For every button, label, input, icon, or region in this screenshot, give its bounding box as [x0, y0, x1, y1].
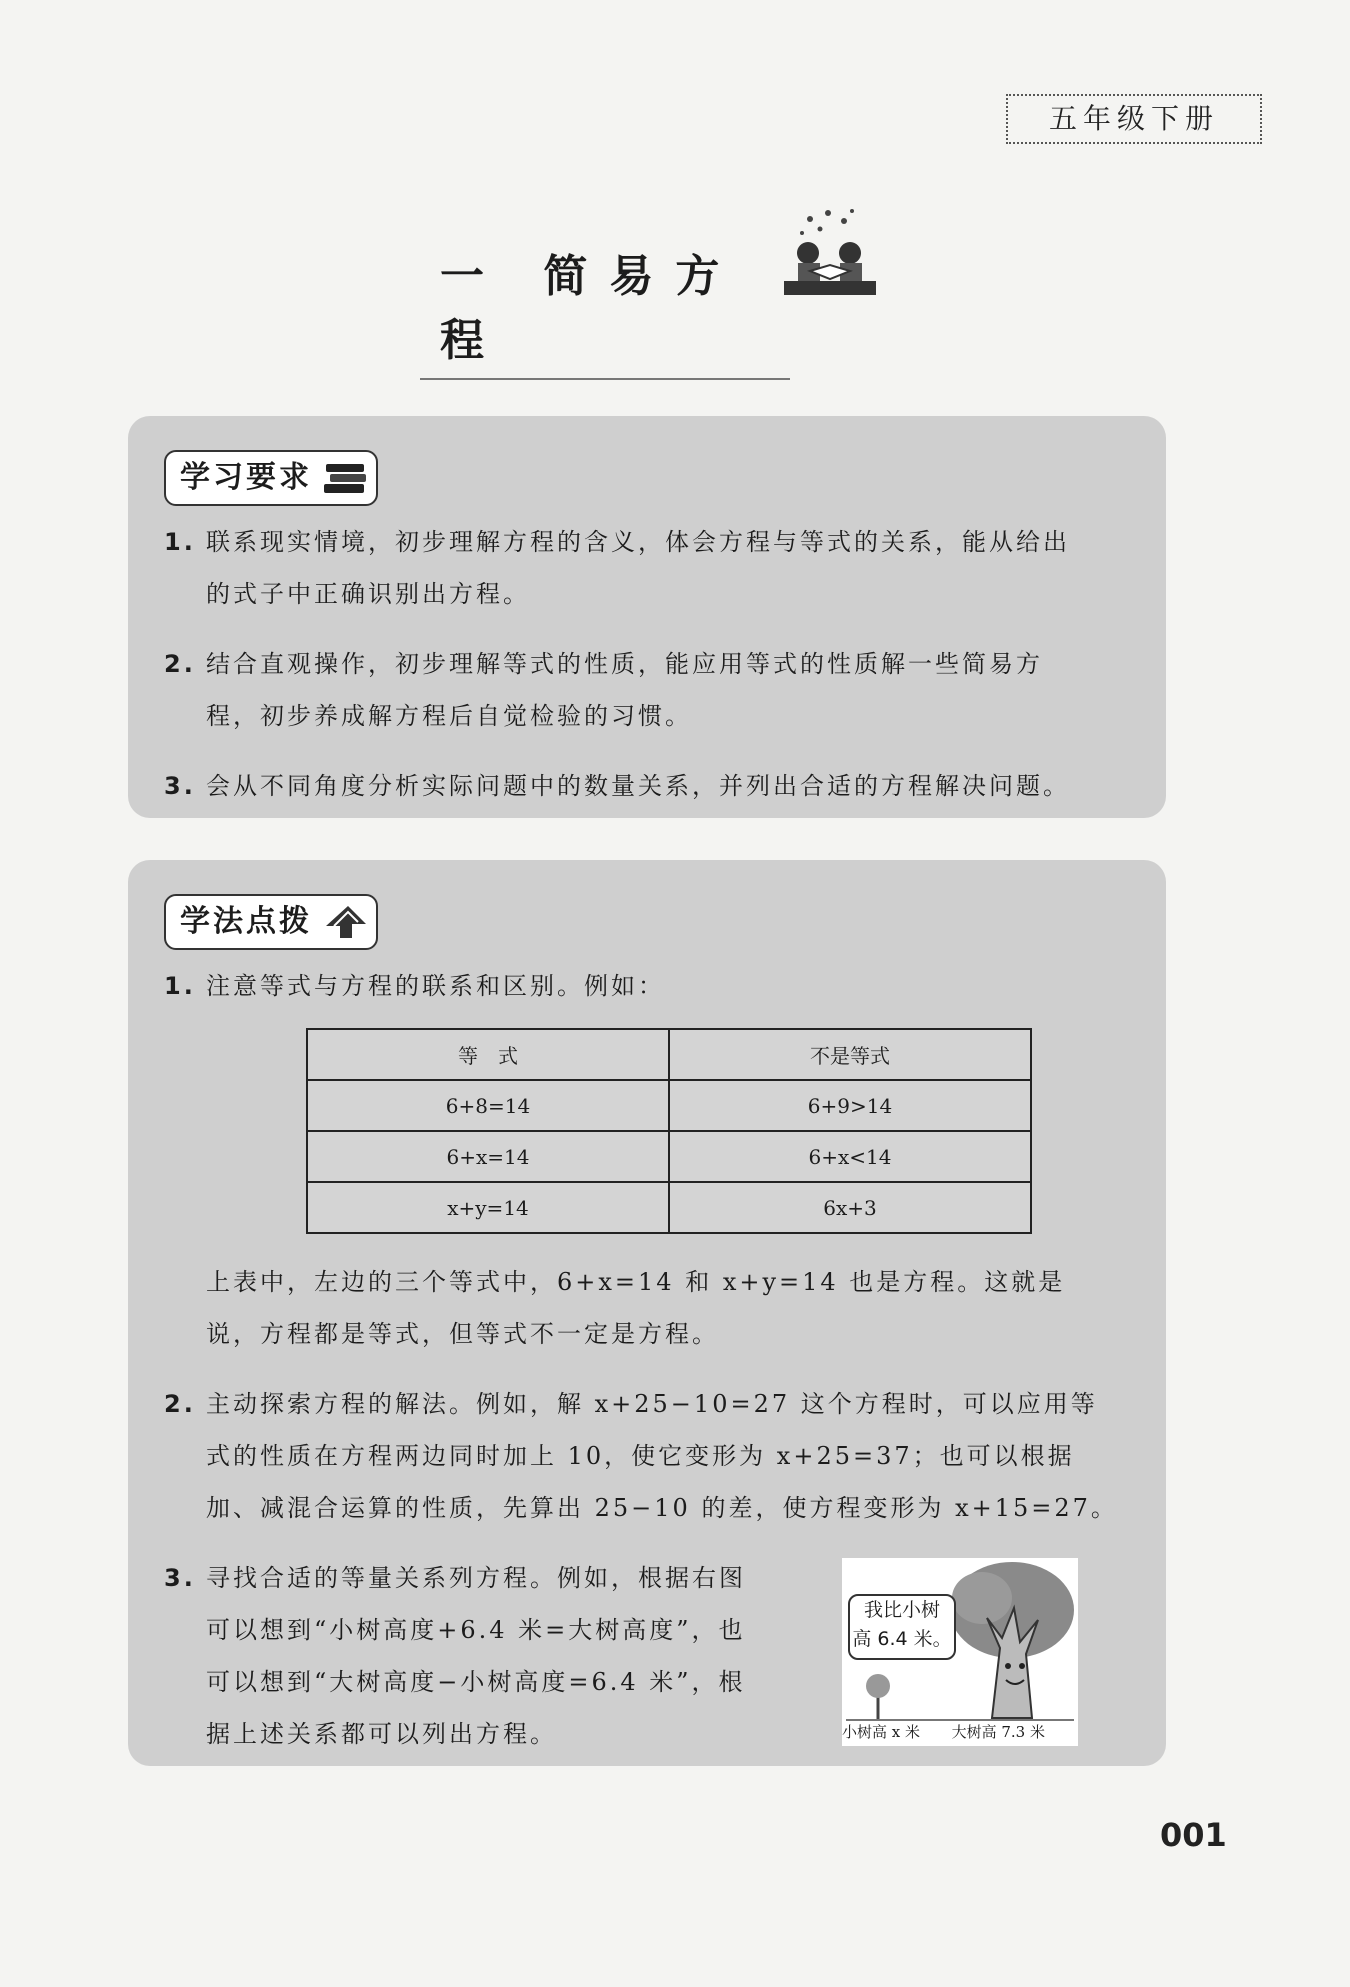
requirement-item-1 [164, 516, 1130, 620]
item-text-line: 式的性质在方程两边同时加上 10，使它变形为 x+25=37；也可以根据 [206, 1442, 1075, 1470]
reading-children-illustration [780, 205, 880, 301]
pointer-icon [322, 902, 370, 942]
requirements-tag-label: 学习要求 [180, 460, 312, 495]
table-cell: 6x+3 [669, 1182, 1031, 1233]
method-note [164, 1256, 1130, 1360]
table-header-row [307, 1029, 1031, 1080]
methods-panel [128, 860, 1166, 1766]
table-row [307, 1131, 1031, 1182]
table-row [307, 1182, 1031, 1233]
big-tree-caption: 大树高 7.3 米 [951, 1723, 1045, 1741]
table-cell: x+y=14 [307, 1182, 669, 1233]
method-item-3 [164, 1552, 806, 1760]
requirements-tag [164, 450, 378, 506]
item-number: 3. [164, 772, 196, 800]
tree-figure [842, 1558, 1078, 1746]
item-text-line: 上表中，左边的三个等式中，6+x=14 和 x+y=14 也是方程。这就是 [206, 1268, 1066, 1296]
item-text-line: 程，初步养成解方程后自觉检验的习惯。 [206, 702, 692, 730]
item-number: 1. [164, 972, 196, 1000]
item-text-line: 说，方程都是等式，但等式不一定是方程。 [206, 1320, 719, 1348]
item-text-line: 加、减混合运算的性质，先算出 25−10 的差，使方程变形为 x+15=27。 [206, 1494, 1118, 1522]
methods-tag-label: 学法点拨 [180, 904, 312, 939]
method-item-1 [164, 960, 1130, 1012]
equation-table [306, 1028, 1032, 1234]
item-number: 3. [164, 1564, 196, 1592]
item-text-line: 寻找合适的等量关系列方程。例如，根据右图 [206, 1564, 746, 1592]
item-text-line: 据上述关系都可以列出方程。 [206, 1720, 557, 1748]
item-text-line: 注意等式与方程的联系和区别。例如： [206, 972, 665, 1000]
small-tree-caption: 小树高 x 米 [842, 1723, 920, 1741]
bubble-text-line: 高 6.4 米。 [852, 1628, 952, 1650]
bubble-text-line: 我比小树 [863, 1599, 940, 1621]
item-text-line: 联系现实情境，初步理解方程的含义，体会方程与等式的关系，能从给出 [206, 528, 1070, 556]
table-cell: 6+x=14 [307, 1131, 669, 1182]
table-header-cell: 等 式 [307, 1029, 669, 1080]
item-number: 2. [164, 650, 196, 678]
table-cell: 6+x<14 [669, 1131, 1031, 1182]
requirement-item-2 [164, 638, 1130, 742]
item-text-line: 主动探索方程的解法。例如，解 x+25−10=27 这个方程时，可以应用等 [206, 1390, 1098, 1418]
item-number: 2. [164, 1390, 196, 1418]
table-row [307, 1080, 1031, 1131]
requirement-item-3 [164, 760, 1130, 812]
item-number: 1. [164, 528, 196, 556]
books-icon [322, 458, 370, 498]
tree-caption [842, 1721, 1078, 1742]
item-text-line: 会从不同角度分析实际问题中的数量关系，并列出合适的方程解决问题。 [206, 772, 1070, 800]
method-item-2 [164, 1378, 1130, 1534]
item-text-line: 可以想到“小树高度+6.4 米=大树高度”，也 [206, 1616, 746, 1644]
table-header-cell: 不是等式 [669, 1029, 1031, 1080]
page-number: 001 [1160, 1816, 1227, 1854]
item-text-line: 可以想到“大树高度−小树高度=6.4 米”，根 [206, 1668, 746, 1696]
item-text-line: 结合直观操作，初步理解等式的性质，能应用等式的性质解一些简易方 [206, 650, 1043, 678]
grade-label: 五年级下册 [1006, 94, 1262, 144]
table-cell: 6+9>14 [669, 1080, 1031, 1131]
chapter-title: 一 简易方程 [420, 240, 790, 380]
methods-tag [164, 894, 378, 950]
table-cell: 6+8=14 [307, 1080, 669, 1131]
item-text-line: 的式子中正确识别出方程。 [206, 580, 530, 608]
requirements-panel [128, 416, 1166, 818]
tree-speech-bubble [848, 1594, 956, 1660]
